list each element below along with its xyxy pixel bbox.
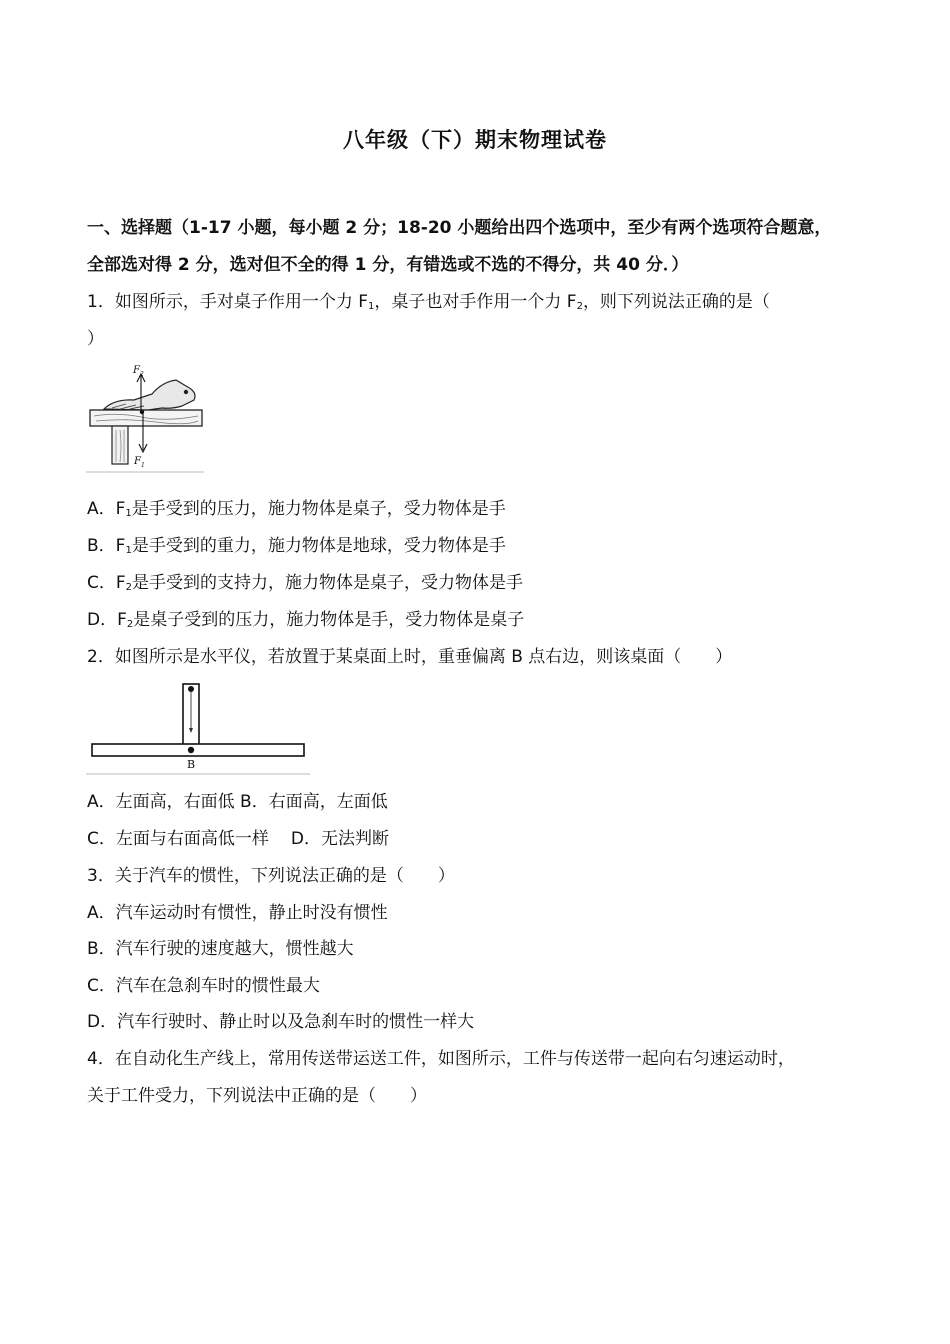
- q1-stem: [87, 290, 770, 314]
- q1-contact-point: [140, 410, 144, 414]
- q2-option-d: D．无法判断: [290, 829, 389, 849]
- q3-stem: 3．关于汽车的惯性，下列说法正确的是（ ）: [87, 866, 455, 886]
- q2-options-ab: A．左面高，右面低 B．右面高，左面低: [87, 792, 388, 812]
- q2-options-cd: [87, 827, 389, 851]
- q1-label-f1: $F_1$: [134, 456, 145, 469]
- q2-level-figure: [86, 680, 314, 776]
- q1-stem-part-c: ，则下列说法正确的是（: [582, 292, 770, 312]
- q3-option-b: B．汽车行驶的速度越大，惯性越大: [87, 939, 354, 959]
- q1-option-a: [87, 497, 506, 521]
- q4-stem-line1: 4．在自动化生产线上，常用传送带运送工件，如图所示，工件与传送带一起向右匀速运动时，: [87, 1049, 795, 1069]
- q1-option-a-prefix: A．F: [87, 499, 126, 519]
- q2-option-c: C．左面与右面高低一样: [87, 829, 269, 849]
- q1-option-d-prefix: D．F: [87, 610, 127, 630]
- q1-stem-cont: ）: [87, 329, 104, 349]
- q1-option-c-prefix: C．F: [87, 573, 126, 593]
- q1-option-b-text: 是手受到的重力，施力物体是地球，受力物体是手: [131, 536, 506, 556]
- q1-option-c: [87, 571, 523, 595]
- q1-option-d-text: 是桌子受到的压力，施力物体是手，受力物体是桌子: [133, 610, 525, 630]
- page-title: 八年级（下）期末物理试卷: [343, 128, 607, 152]
- q1-stem-sub2: 2: [576, 301, 583, 312]
- q1-option-d: [87, 608, 524, 632]
- q1-option-b-prefix: B．F: [87, 536, 126, 556]
- q1-option-b: [87, 534, 506, 558]
- section-heading-line2: 全部选对得 2 分，选对但不全的得 1 分，有错选或不选的不得分，共 40 分．）: [87, 255, 689, 275]
- q1-hand: [104, 380, 195, 410]
- q1-option-a-text: 是手受到的压力，施力物体是桌子，受力物体是手: [131, 499, 506, 519]
- q1-hand-detail: [184, 390, 188, 394]
- q4-stem-line2: 关于工件受力，下列说法中正确的是（ ）: [87, 1086, 427, 1106]
- q1-option-b-sub: 1: [125, 545, 132, 556]
- q1-option-c-text: 是手受到的支持力，施力物体是桌子，受力物体是手: [132, 573, 524, 593]
- q3-option-c: C．汽车在急刹车时的惯性最大: [87, 976, 320, 996]
- q2-label-b: B: [187, 758, 196, 771]
- section-heading-line1: 一、选择题（1-17 小题，每小题 2 分；18-20 小题给出四个选项中，至少有两个选项符合题意，: [87, 218, 832, 238]
- q2-stem: 2．如图所示是水平仪，若放置于某桌面上时，重垂偏离 B 点右边，则该桌面（ ）: [87, 647, 733, 667]
- q1-option-a-sub: 1: [125, 508, 132, 519]
- q2-horizontal-base: [92, 744, 304, 756]
- q1-stem-part-b: ，桌子也对手作用一个力 F: [374, 292, 577, 312]
- q3-option-d: D．汽车行驶时、静止时以及急刹车时的惯性一样大: [87, 1012, 475, 1032]
- q1-hand-table-figure: [86, 362, 208, 474]
- q2-plumb-pivot: [188, 686, 194, 692]
- q1-label-f2: $F_2$: [133, 365, 144, 378]
- q1-option-c-sub: 2: [125, 582, 133, 593]
- q1-option-d-sub: 2: [126, 619, 134, 630]
- q1-stem-part-a: 1．如图所示，手对桌子作用一个力 F: [87, 292, 368, 312]
- q3-option-a: A．汽车运动时有惯性，静止时没有惯性: [87, 903, 388, 923]
- q2-point-b: [188, 747, 194, 753]
- q1-stem-sub1: 1: [368, 301, 375, 312]
